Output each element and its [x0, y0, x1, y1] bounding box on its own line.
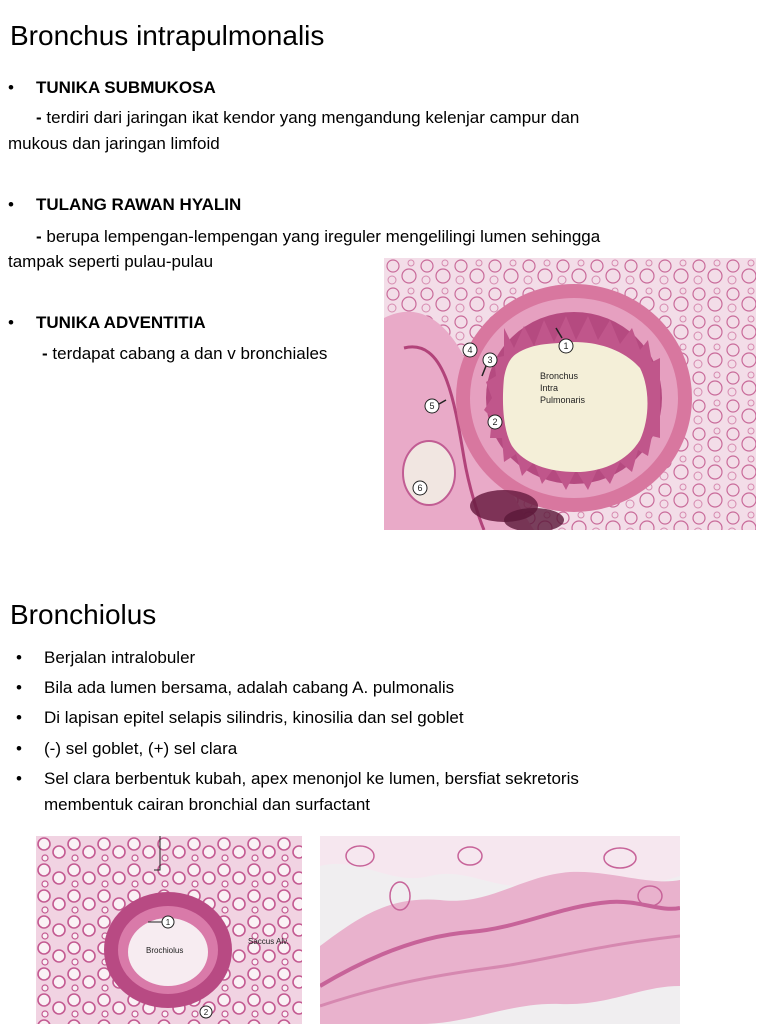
- desc-line: tampak seperti pulau-pulau: [8, 252, 214, 271]
- marker-2: 2: [492, 417, 498, 427]
- bullet-dot: •: [8, 313, 14, 332]
- bullet-heading: TULANG RAWAN HYALIN: [36, 195, 242, 214]
- section-title-bronchiolus: Bronchiolus: [10, 599, 157, 630]
- desc-line: terdapat cabang a dan v bronchiales: [47, 344, 328, 363]
- list-item-text: Berjalan intralobuler: [44, 648, 196, 667]
- micrograph-epithelium: [320, 836, 680, 1024]
- desc-dash: -: [42, 344, 48, 363]
- desc-dash: -: [36, 227, 42, 246]
- bullet-description: [8, 105, 728, 157]
- bullet-dot: •: [16, 739, 22, 758]
- bullet-dot: •: [8, 195, 14, 214]
- marker-1: 1: [165, 918, 171, 927]
- figure-label-intra: Intra: [540, 383, 559, 393]
- desc-dash: -: [36, 108, 42, 127]
- desc-line: terdiri dari jaringan ikat kendor yang mengandung kelenjar campur dan: [41, 108, 580, 127]
- figure-label-saccus: Saccus Alv.: [248, 937, 289, 946]
- desc-line: mukous dan jaringan limfoid: [8, 134, 220, 153]
- list-item-text: Bila ada lumen bersama, adalah cabang A. pulmonalis: [44, 678, 455, 697]
- bullet-dot: •: [8, 78, 14, 97]
- figure-label-pulmonaris: Pulmonaris: [540, 395, 586, 405]
- figure-label-bronchus: Bronchus: [540, 371, 579, 381]
- bullet-dot: •: [16, 708, 22, 727]
- marker-1: 1: [563, 341, 569, 351]
- marker-4: 4: [467, 345, 473, 355]
- bullet-dot: •: [16, 769, 22, 788]
- bullet-dot: •: [16, 678, 22, 697]
- list-item-text: membentuk cairan bronchial dan surfactant: [44, 795, 371, 814]
- list-item-text: (-) sel goblet, (+) sel clara: [44, 739, 238, 758]
- list-item-text: Di lapisan epitel selapis silindris, kinosilia dan sel goblet: [44, 708, 464, 727]
- desc-line: berupa lempengan-lempengan yang ireguler mengelilingi lumen sehingga: [41, 227, 601, 246]
- figure-label-bronchiolus: Brochiolus: [146, 946, 184, 955]
- marker-5: 5: [429, 401, 435, 411]
- bullet-description: [8, 341, 378, 367]
- marker-3: 3: [487, 355, 493, 365]
- micrograph-bronchiolus: [36, 836, 302, 1024]
- marker-2: 2: [203, 1008, 209, 1017]
- micrograph-bronchus: [384, 258, 756, 530]
- bullet-heading: TUNIKA ADVENTITIA: [36, 313, 206, 332]
- section-title-bronchus: Bronchus intrapulmonalis: [10, 20, 325, 51]
- marker-6: 6: [417, 483, 423, 493]
- bullet-dot: •: [16, 648, 22, 667]
- list-item-text: Sel clara berbentuk kubah, apex menonjol ke lumen, bersfiat sekretoris: [44, 769, 579, 788]
- bullet-heading: TUNIKA SUBMUKOSA: [36, 78, 216, 97]
